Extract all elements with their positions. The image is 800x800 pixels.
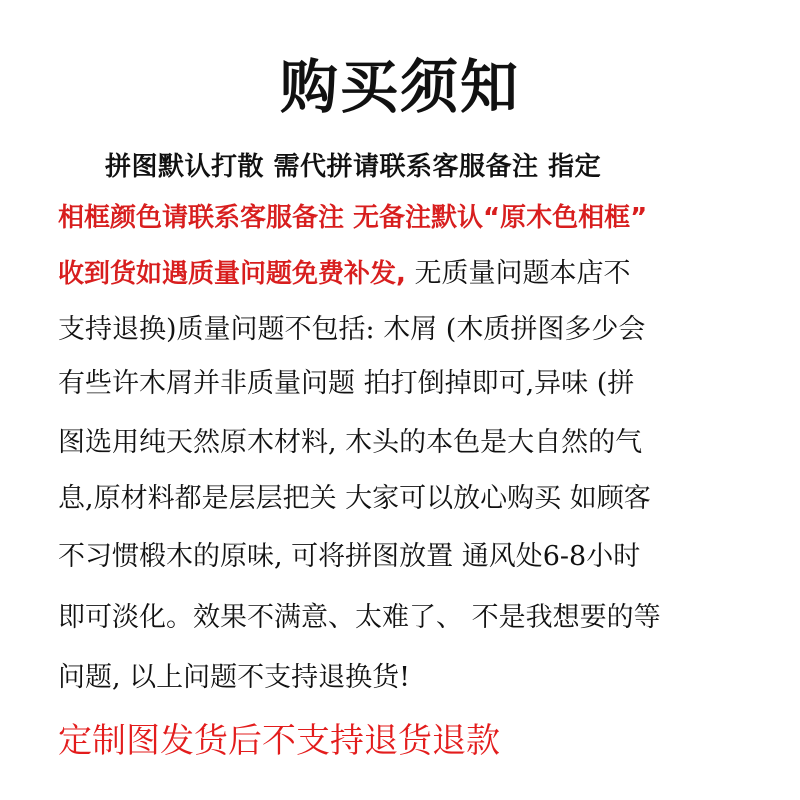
notice-line-no-returns: 问题, 以上问题不支持退换货! (58, 662, 411, 693)
page-title: 购买须知 (279, 53, 520, 121)
notice-line-sawdust: 有些许木屑并非质量问题 拍打倒掉即可,异味 (拼 (58, 368, 635, 399)
quality-reissue-text: 收到货如遇质量问题免费补发, (58, 259, 406, 289)
notice-line-natural-wood: 图选用纯天然原木材料, 木头的本色是大自然的气 (58, 427, 643, 458)
no-quality-issue-text: 无质量问题本店不 (405, 258, 631, 289)
notice-line-odor: 不习惯椴木的原味, 可将拼图放置 通风处6-8小时 (58, 541, 641, 572)
notice-line-fades: 即可淡化。效果不满意、太难了、 不是我想要的等 (58, 602, 661, 633)
notice-line-frame-color: 相框颜色请联系客服备注 无备注默认“原木色相框” (58, 203, 648, 233)
notice-line-quality-reissue (58, 256, 630, 292)
notice-line-materials: 息,原材料都是层层把关 大家可以放心购买 如顾客 (58, 483, 651, 514)
notice-line-custom-no-refund: 定制图发货后不支持退货退款 (58, 721, 500, 761)
notice-line-default-scattered: 拼图默认打散 需代拼请联系客服备注 指定 (105, 152, 602, 182)
notice-line-exclusions: 支持退换)质量问题不包括: 木屑 (木质拼图多少会 (58, 314, 646, 345)
